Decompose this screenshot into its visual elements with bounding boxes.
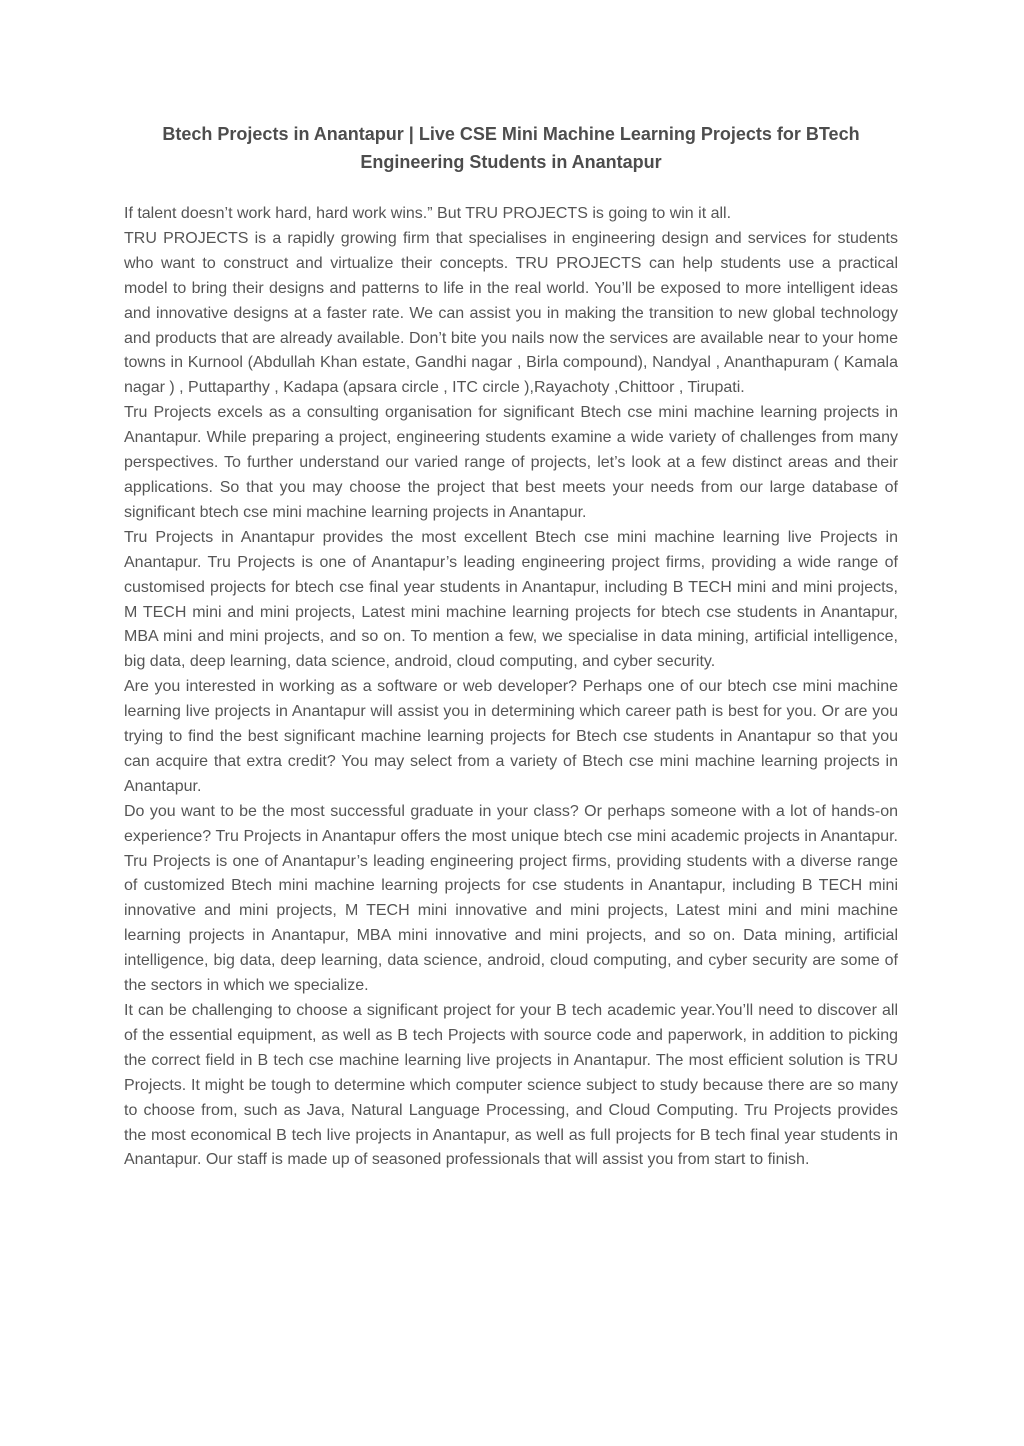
paragraph-intro-quote: If talent doesn’t work hard, hard work wins.” But TRU PROJECTS is going to win it all. (124, 205, 732, 222)
paragraph-successful-graduate: Do you want to be the most successful graduate in your class? Or perhaps someone with a lot of hands-on experience? Tru Projects in Anantapur offers the most unique btech cse mini academic projects in Anantapur. Tru Projects is one of Anantapur’s leading engineering project firms, providing students with a diverse range of customized Btech mini machine learning projects for cse students in Anantapur, including B TECH mini innovative and mini projects, M TECH mini innovative and mini projects, Latest mini and mini machine learning projects in Anantapur, MBA mini innovative and mini projects, and so on. Data mining, artificial intelligence, big data, deep learning, data science, android, cloud computing, and cyber security are some of the sectors in which we specialize. (124, 802, 898, 995)
document-body (124, 202, 898, 1173)
paragraph-live-projects: Tru Projects in Anantapur provides the most excellent Btech cse mini machine learning live Projects in Anantapur. Tru Projects is one of Anantapur’s leading engineering project firms, providing a wide range of customised projects for btech cse final year students in Anantapur, including B TECH mini and mini projects, M TECH mini and mini projects, Latest mini machine learning projects for btech cse students in Anantapur, MBA mini and mini projects, and so on. To mention a few, we specialise in data mining, artificial intelligence, big data, deep learning, data science, android, cloud computing, and cyber security. (124, 528, 898, 671)
paragraph-choosing-project: It can be challenging to choose a significant project for your B tech academic year.You’ll need to discover all of the essential equipment, as well as B tech Projects with source code and paperwork, in addition to picking the correct field in B tech cse machine learning live projects in Anantapur. The most efficient solution is TRU Projects. It might be tough to determine which computer science subject to study because there are so many to choose from, such as Java, Natural Language Processing, and Cloud Computing. Tru Projects provides the most economical B tech live projects in Anantapur, as well as full projects for B tech final year students in Anantapur. Our staff is made up of seasoned professionals that will assist you from start to finish. (124, 1002, 898, 1169)
paragraph-consulting: Tru Projects excels as a consulting organisation for significant Btech cse mini machine learning projects in Anantapur. While preparing a project, engineering students examine a wide variety of challenges from many perspectives. To further understand our varied range of projects, let’s look at a few distinct areas and their applications. So that you may choose the project that best meets your needs from our large database of significant btech cse mini machine learning projects in Anantapur. (124, 404, 898, 521)
document-title: Btech Projects in Anantapur | Live CSE Mini Machine Learning Projects for BTech Engineering Students in Anantapur (162, 124, 860, 172)
paragraph-company-overview: TRU PROJECTS is a rapidly growing firm that specialises in engineering design and services for students who want to construct and virtualize their concepts. TRU PROJECTS can help students use a practical model to bring their designs and patterns to life in the real world. You’ll be exposed to more intelligent ideas and innovative designs at a faster rate. We can assist you in making the transition to new global technology and products that are already available. Don’t bite you nails now the services are available near to your home towns in Kurnool (Abdullah Khan estate, Gandhi nagar , Birla compound), Nandyal , Ananthapuram ( Kamala nagar ) , Puttaparthy , Kadapa (apsara circle , ITC circle ),Rayachoty ,Chittoor , Tirupati. (124, 229, 898, 397)
paragraph-career-path: Are you interested in working as a software or web developer? Perhaps one of our btech cse mini machine learning live projects in Anantapur will assist you in determining which career path is best for you. Or are you trying to find the best significant machine learning projects for Btech cse students in Anantapur so that you can acquire that extra credit? You may select from a variety of Btech cse mini machine learning projects in Anantapur. (124, 678, 898, 795)
document-page (124, 120, 898, 1173)
